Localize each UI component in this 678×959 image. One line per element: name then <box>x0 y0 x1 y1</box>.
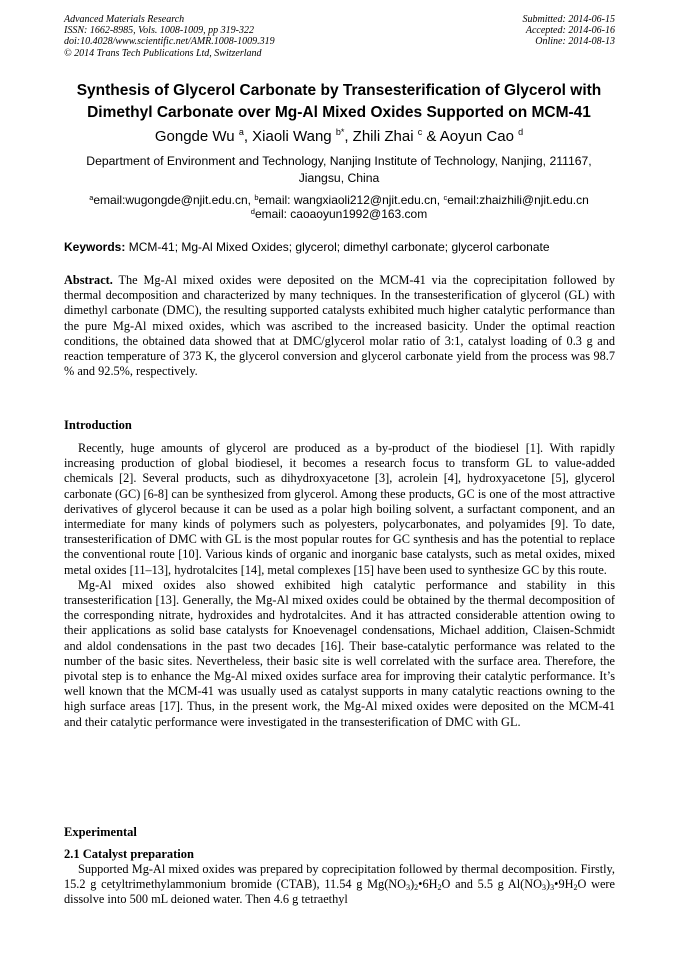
author-list <box>40 127 638 147</box>
email-line-1 <box>40 193 638 207</box>
author-emails <box>40 193 638 221</box>
author-affil-mark: b* <box>335 127 345 137</box>
author-name: Gongde Wu <box>154 128 239 145</box>
introduction-heading: Introduction <box>64 418 132 432</box>
email-b[interactable]: email: wangxiaoli212@njit.edu.cn, <box>258 193 444 207</box>
copyright-line: © 2014 Trans Tech Publications Ltd, Switzerland <box>64 47 262 59</box>
email-a[interactable]: email:wugongde@njit.edu.cn, <box>93 193 255 207</box>
text-run: Supported Mg-Al mixed oxides was prepared by coprecipitation followed by thermal decomposition. Firstly, 15.2 g cetyltrimethylammonium bromide (CTAB), 11.54 g Mg(NO <box>64 862 615 892</box>
email-mark: d <box>250 207 255 216</box>
abstract <box>64 273 615 379</box>
doi-line[interactable]: doi:10.4028/www.scientific.net/AMR.1008-1009.319 <box>64 36 275 48</box>
abstract-text: The Mg-Al mixed oxides were deposited on the MCM-41 via the coprecipitation followed by thermal decomposition and characterized by many techniques. In the transesterification of glycerol (GL) with dimethyl carbonate (DMC), the resulting supported catalysts exhibited much higher catalytic performance than the pure Mg-Al mixed oxides, which was ascribed to the increased basicity. Under the optimal reaction conditions, the obtained data showed that at DMC/glycerol molar ratio of 3:1, catalyst loading of 0.3 g and reaction temperature of 373 K, the glycerol conversion and glycerol carbonate yield from the process was 98.7 % and 92.5%, respectively. <box>64 273 615 379</box>
subscript: 2 <box>437 883 442 893</box>
subscript: 3 <box>550 883 555 893</box>
text-run: ) <box>410 877 415 892</box>
abstract-label: Abstract. <box>64 273 113 287</box>
email-d[interactable]: email: caoaoyun1992@163.com <box>254 207 428 221</box>
text-run: O and 5.5 g Al(NO <box>441 877 543 892</box>
author-affil-mark: a <box>238 127 244 137</box>
author-name: , Zhili Zhai <box>344 128 418 145</box>
journal-name: Advanced Materials Research <box>64 14 185 25</box>
accepted-date: Accepted: 2014-06-16 <box>525 25 615 37</box>
email-mark: b <box>254 193 259 202</box>
keywords <box>64 239 614 255</box>
text-run: •6H <box>418 877 438 892</box>
subscript: 3 <box>406 883 411 893</box>
text-run: O were dissolve into 500 mL deioned water. Then 4.6 g tetraethyl <box>64 877 615 907</box>
affiliation <box>50 153 628 187</box>
experimental-paragraph-1 <box>64 862 615 908</box>
text-run: ) <box>546 877 551 892</box>
text-run: •9H <box>554 877 574 892</box>
affiliation-line-1: Department of Environment and Technology, Nanjing Institute of Technology, Nanjing, 211167, <box>86 154 592 168</box>
journal-header <box>64 14 275 59</box>
email-line-2 <box>40 207 638 221</box>
introduction-body <box>64 441 615 730</box>
subscript: 2 <box>414 883 419 893</box>
paper-title <box>40 80 638 124</box>
online-date: Online: 2014-08-13 <box>535 36 615 48</box>
experimental-heading: Experimental <box>64 825 137 839</box>
title-line-2: Dimethyl Carbonate over Mg-Al Mixed Oxides Supported on MCM-41 <box>87 104 591 121</box>
author-name: , Xiaoli Wang <box>243 128 336 145</box>
affiliation-line-2: Jiangsu, China <box>298 171 380 185</box>
intro-paragraph-2: Mg-Al mixed oxides also showed exhibited high catalytic performance and stability in this transesterification [13]. Generally, the Mg-Al mixed oxides could be obtained by the thermal decomposition of the corresponding nitrate, hydroxides and hydrotalcites. And it has attracted considerable attention owing to their applications as solid base catalysts for Knoevenagel condensations, Michael addition, Claisen-Schmidt and aldol condensations in the past two decades [16]. Their base-catalytic performance was related to the number of the basic sites. Nevertheless, their basic site is well correlated with the surface area. Therefore, the pivotal step is to enhance the Mg-Al mixed oxides surface area for improving their catalytic performance. It’s well known that the MCM-41 was usually used as catalyst supports in many catalytic reactions owning to the high surface areas [17]. Thus, in the present work, the Mg-Al mixed oxides were deposited on the MCM-41 and their catalytic performance were investigated in the transesterification of DMC with GL. <box>64 577 615 729</box>
dates-header <box>523 14 616 48</box>
email-mark: a <box>89 193 94 202</box>
issn-line: ISSN: 1662-8985, Vols. 1008-1009, pp 319-322 <box>64 25 254 37</box>
intro-paragraph-1: Recently, huge amounts of glycerol are produced as a by-product of the biodiesel [1]. With rapidly increasing production of global biodiesel, it becomes a research focus to transform GL to value-added chemicals [2]. Several products, such as dihydroxyacetone [3], acrolein [4], hydroxyacetone [5], glycerol carbonate (GC) [6-8] can be synthesized from glycerol. Among these products, GC is one of the most attractive derivatives of glycerol because it can be used as a polar high boiling solvent, a surfactant component, and an intermediate for many kinds of polymers such as polyesters, polycarbonates, and polyamides [9]. To date, transesterification of DMC with GL is the most popular routes for GC synthesis and has the potential to replace the conventional route [10]. Various kinds of organic and inorganic base catalysts, such as metal oxides, mixed metal oxides [11–13], hydrotalcites [14], metal complexes [15] have been used to synthesize GC by this route. <box>64 441 615 577</box>
title-line-1: Synthesis of Glycerol Carbonate by Transesterification of Glycerol with <box>76 82 602 99</box>
catalyst-preparation-subheading: 2.1 Catalyst preparation <box>64 847 194 861</box>
author-affil-mark: c <box>417 127 423 137</box>
email-c[interactable]: email:zhaizhili@njit.edu.cn <box>447 193 589 207</box>
keywords-label: Keywords: <box>64 240 126 254</box>
subscript: 2 <box>573 883 578 893</box>
keywords-text: MCM-41; Mg-Al Mixed Oxides; glycerol; dimethyl carbonate; glycerol carbonate <box>125 240 550 254</box>
email-mark: c <box>443 193 448 202</box>
author-affil-mark: d <box>518 127 524 137</box>
submitted-date: Submitted: 2014-06-15 <box>522 14 615 25</box>
author-name: & Aoyun Cao <box>422 128 519 145</box>
subscript: 3 <box>542 883 547 893</box>
experimental-body <box>64 862 615 908</box>
